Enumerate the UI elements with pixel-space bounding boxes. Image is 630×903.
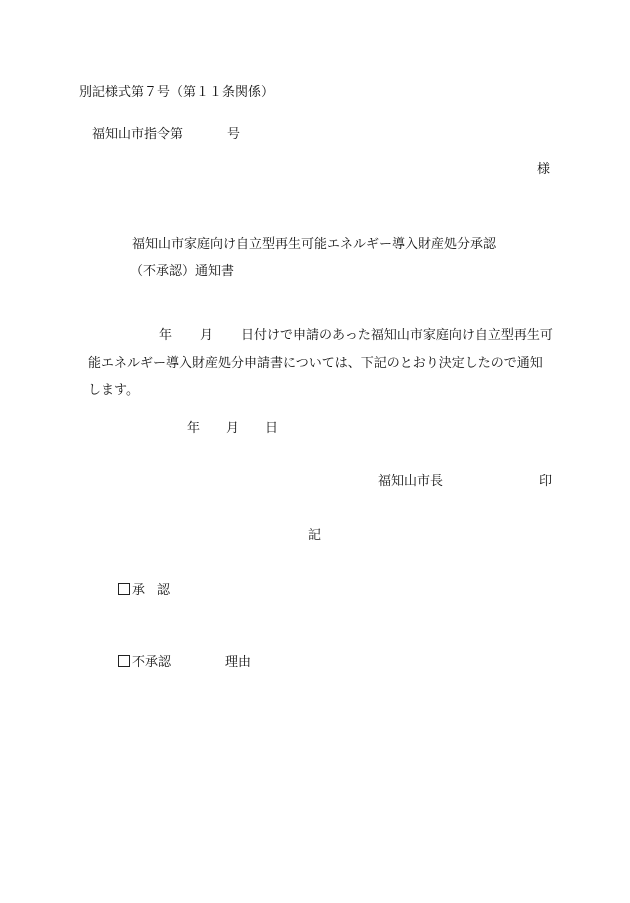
date-day-label: 日 — [265, 421, 279, 436]
option-approve — [118, 582, 170, 600]
body-month-label: 月 — [200, 328, 214, 343]
reject-checkbox[interactable] — [118, 655, 130, 667]
reject-label: 不承認 — [132, 655, 172, 670]
notice-date — [187, 420, 278, 438]
mayor-title: 福知山市長 — [378, 474, 444, 489]
document-title-line2: （不承認）通知書 — [130, 264, 235, 279]
option-reject — [118, 654, 171, 672]
date-year-label: 年 — [187, 421, 201, 436]
approve-label-char1: 承 — [132, 583, 146, 598]
body-text: 日付けで申請のあった福知山市家庭向け自立型再生可能エネルギー導入財産処分申請書については、下記のとおり決定したので通知します。 — [88, 328, 553, 398]
body-paragraph — [88, 322, 554, 405]
body-year-label: 年 — [159, 328, 173, 343]
document-title-line1: 福知山市家庭向け自立型再生可能エネルギー導入財産処分承認 — [132, 237, 497, 252]
addressee-honorific: 様 — [537, 162, 551, 177]
seal-mark: 印 — [539, 474, 553, 489]
record-heading: 記 — [308, 528, 322, 543]
form-number: 別記様式第７号（第１１条関係） — [79, 85, 275, 100]
approve-checkbox[interactable] — [118, 583, 130, 595]
date-month-label: 月 — [226, 421, 240, 436]
approve-label-char2: 認 — [157, 583, 171, 598]
order-number-prefix: 福知山市指令第 — [92, 127, 184, 142]
order-number-suffix: 号 — [227, 127, 241, 142]
reason-label: 理由 — [225, 655, 252, 670]
